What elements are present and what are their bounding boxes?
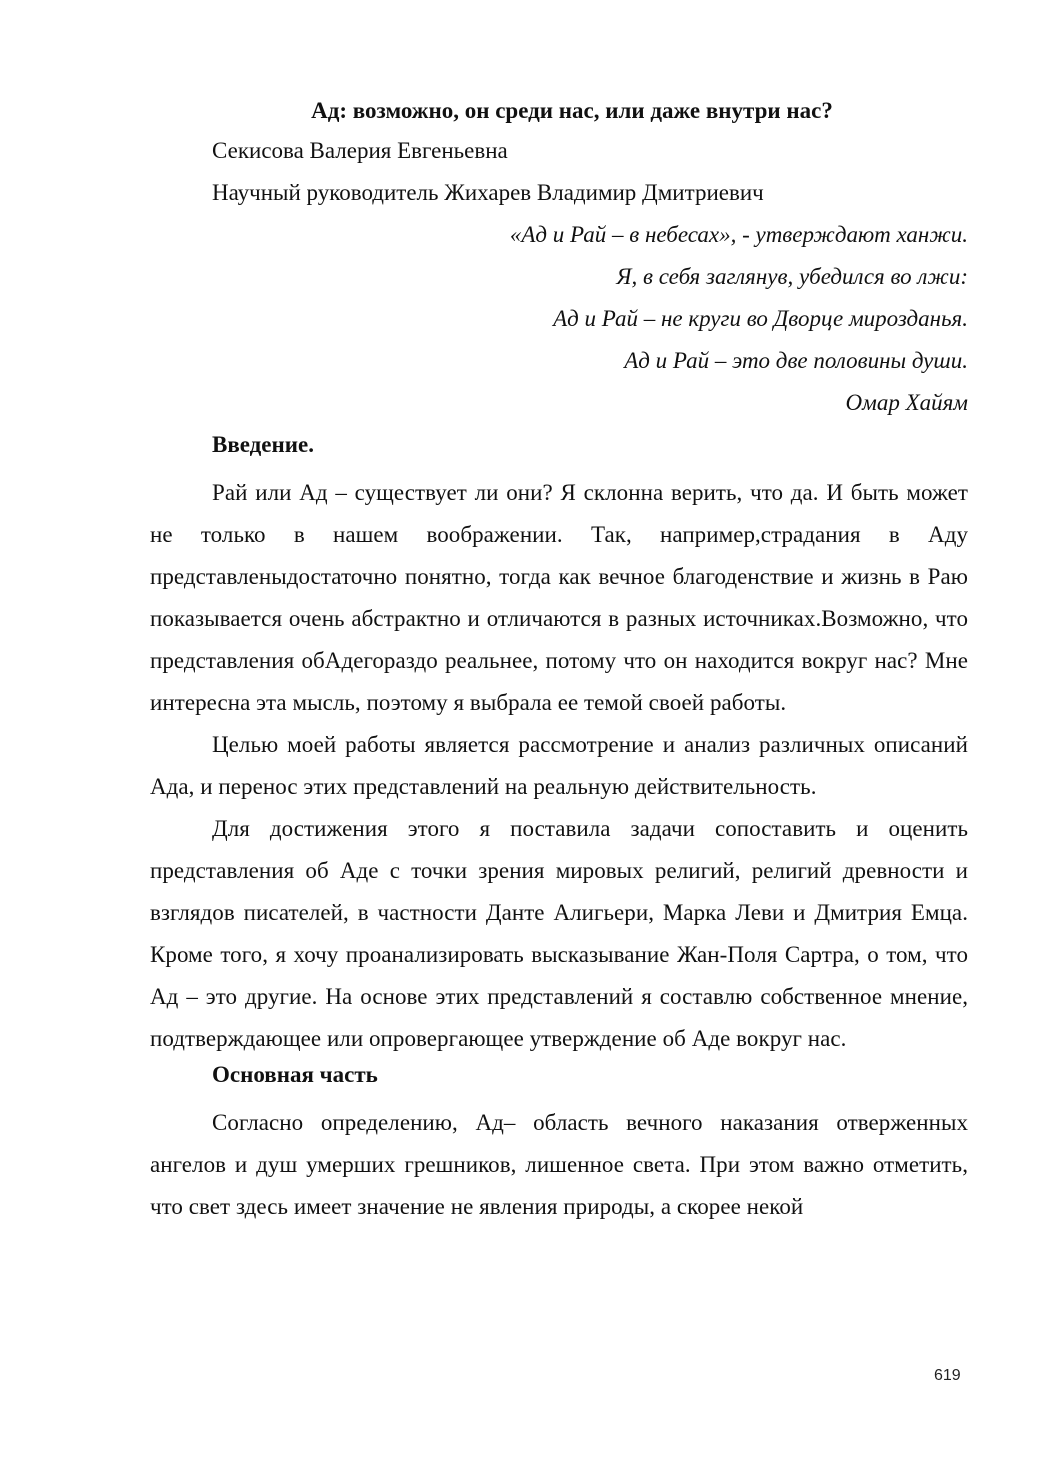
author-name: Секисова Валерия Евгеньевна [212, 138, 508, 163]
epigraph-line: Я, в себя заглянув, убедился во лжи: [616, 264, 968, 289]
main-paragraph: Согласно определению, Ад– область вечного наказания отверженных ангелов и душ умерших грешников, лишенное света. При этом важно отметить, что свет здесь имеет значение не явления природы, а скорее некой [150, 1110, 968, 1219]
epigraph-line: Ад и Рай – это две половины души. [624, 348, 968, 373]
document-page [150, 96, 968, 1228]
document-title: Ад: возможно, он среди нас, или даже внутри нас? [311, 98, 833, 123]
page-number: 619 [934, 1367, 961, 1384]
epigraph-line: «Ад и Рай – в небесах», - утверждают ханжи. [509, 222, 968, 247]
intro-paragraph: Целью моей работы является рассмотрение и анализ различных описаний Ада, и перенос этих представлений на реальную действительность. [150, 732, 968, 799]
main-heading: Основная часть [212, 1062, 378, 1087]
intro-paragraph: Для достижения этого я поставила задачи сопоставить и оценить представления об Аде с точки зрения мировых религий, религий древности и взглядов писателей, в частности Данте Алигьери, Марка Леви и Дмитрия Емца. Кроме того, я хочу проанализировать высказывание Жан-Поля Сартра, о том, что Ад – это другие. На основе этих представлений я составлю собственное мнение, подтверждающее или опровергающее утверждение об Аде вокруг нас. [150, 816, 968, 1051]
intro-paragraph: Рай или Ад – существует ли они? Я склонна верить, что да. И быть может не только в нашем воображении. Так, например,страдания в Аду представленыдостаточно понятно, тогда как вечное благоденствие и жизнь в Раю показывается очень абстрактно и отличаются в разных источниках.Возможно, что представления обАдегораздо реальнее, потому что он находится вокруг нас? Мне интересна эта мысль, поэтому я выбрала ее темой своей работы. [150, 480, 968, 715]
supervisor-line: Научный руководитель Жихарев Владимир Дмитриевич [212, 180, 764, 205]
epigraph-attribution: Омар Хайям [845, 390, 968, 415]
epigraph-line: Ад и Рай – не круги во Дворце мирозданья. [553, 306, 968, 331]
intro-heading: Введение. [212, 432, 314, 457]
epigraph [150, 220, 968, 418]
